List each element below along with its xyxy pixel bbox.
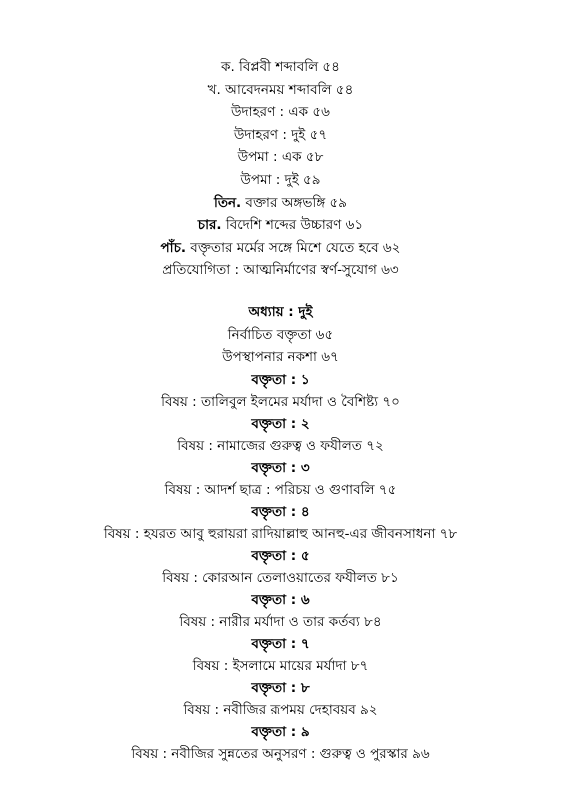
speech-list: [0, 369, 561, 765]
speech-subject: বিষয় : নারীর মর্যাদা ও তার কর্তব্য ৮৪: [179, 613, 382, 630]
toc-entry: [0, 169, 561, 192]
speech-label: বক্তৃতা : ৭: [251, 635, 310, 652]
speech-label: বক্তৃতা : ৯: [251, 723, 310, 740]
toc-entry: [0, 101, 561, 124]
toc-entry: উপস্থাপনার নকশা ৬৭: [222, 349, 339, 366]
toc-entry: নির্বাচিত বক্তৃতা ৬৫: [227, 326, 334, 343]
entry-text: উপমা : এক ৫৮: [237, 149, 324, 166]
front-section: [0, 56, 561, 282]
toc-entry: [0, 56, 561, 79]
entry-text: বক্তৃতার মর্মের সঙ্গে মিশে যেতে হবে ৬২: [186, 239, 401, 256]
table-of-contents: [0, 56, 561, 765]
speech-label: বক্তৃতা : ৮: [251, 679, 310, 696]
toc-entry: [0, 214, 561, 237]
chapter-section: [0, 301, 561, 369]
entry-prefix: পাঁচ.: [160, 239, 187, 256]
entry-text: বিদেশি শব্দের উচ্চারণ ৬১: [221, 217, 364, 234]
speech-label: বক্তৃতা : ৬: [251, 591, 310, 608]
entry-text: উপমা : দুই ৫৯: [240, 171, 321, 188]
speech-subject: বিষয় : তালিবুল ইলমের মর্যাদা ও বৈশিষ্ট্য ৭০: [161, 393, 400, 410]
section-gap: [0, 282, 561, 301]
speech-subject: বিষয় : আদর্শ ছাত্র : পরিচয় ও গুণাবলি ৭৫: [164, 481, 397, 498]
speech-label: বক্তৃতা : ২: [251, 415, 310, 432]
chapter-heading: অধ্যায় : দুই: [248, 303, 313, 320]
toc-entry: [0, 124, 561, 147]
entry-text: উদাহরণ : দুই ৫৭: [233, 126, 328, 143]
entry-text: খ. আবেদনময় শব্দাবলি ৫৪: [207, 81, 354, 98]
entry-prefix: তিন.: [213, 194, 242, 211]
speech-subject: বিষয় : নবীজির রূপময় দেহাবয়ব ৯২: [183, 701, 378, 718]
speech-subject: বিষয় : কোরআন তেলাওয়াতের ফযীলত ৮১: [162, 569, 399, 586]
speech-subject: বিষয় : নবীজির সুন্নতের অনুসরণ : গুরুত্ব ও পুরস্কার ৯৬: [131, 745, 430, 762]
entry-text: বক্তার অঙ্গভঙ্গি ৫৯: [241, 194, 348, 211]
speech-subject: বিষয় : ইসলামে মায়ের মর্যাদা ৮৭: [192, 657, 369, 674]
toc-entry: [0, 237, 561, 260]
toc-entry: [0, 146, 561, 169]
speech-label: বক্তৃতা : ১: [251, 371, 310, 388]
speech-subject: বিষয় : নামাজের গুরুত্ব ও ফযীলত ৭২: [177, 437, 384, 454]
speech-subject: বিষয় : হযরত আবু হুরায়রা রাদিয়াল্লাহু আনহু-এর জীবনসাধনা ৭৮: [103, 525, 458, 542]
speech-label: বক্তৃতা : ৪: [251, 503, 310, 520]
toc-entry: [0, 192, 561, 215]
entry-text: উদাহরণ : এক ৫৬: [231, 104, 330, 121]
speech-label: বক্তৃতা : ৩: [251, 459, 310, 476]
entry-prefix: চার.: [197, 217, 222, 234]
toc-entry: [0, 259, 561, 282]
speech-label: বক্তৃতা : ৫: [251, 547, 310, 564]
toc-entry: [0, 79, 561, 102]
entry-text: প্রতিযোগিতা : আত্মনির্মাণের স্বর্ণ-সুযোগ ৬৩: [162, 262, 399, 279]
entry-text: ক. বিপ্লবী শব্দাবলি ৫৪: [221, 59, 340, 75]
